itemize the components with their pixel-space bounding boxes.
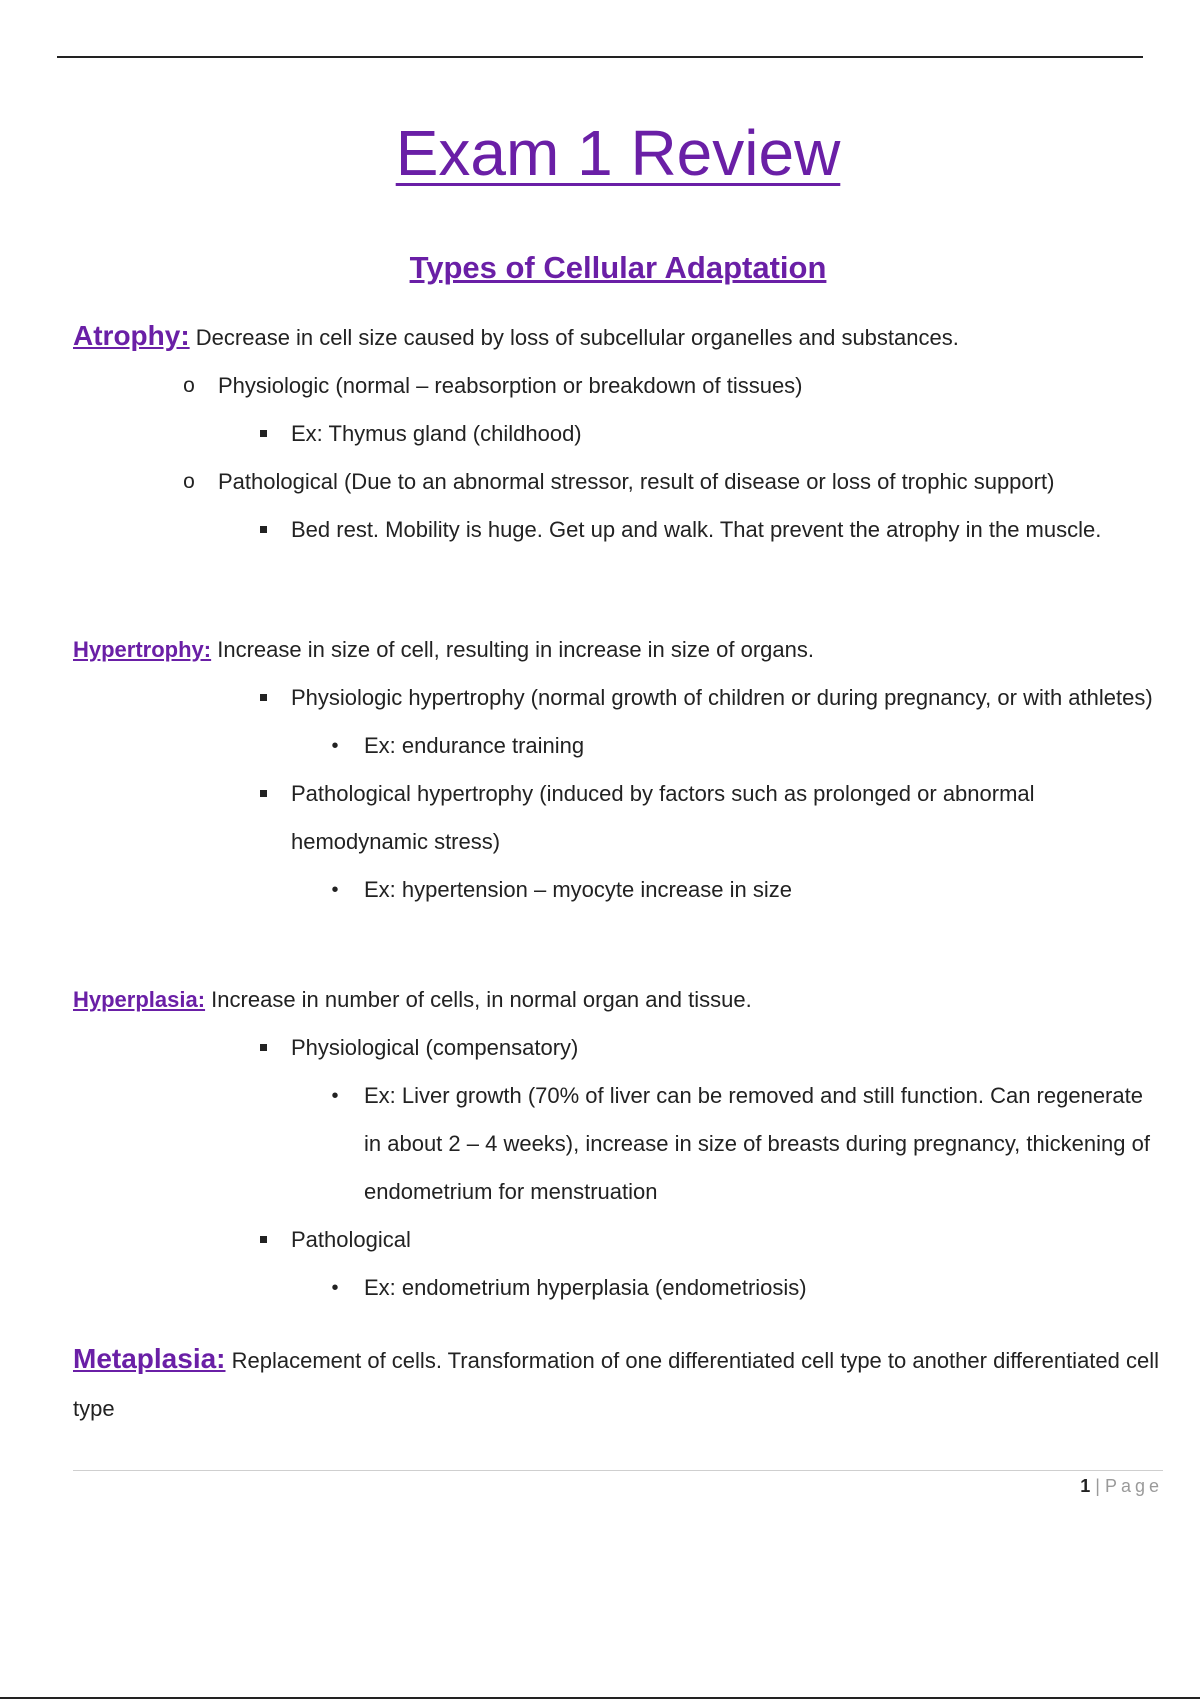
- bottom-rule: [0, 1697, 1200, 1699]
- list-item-text: Ex: Liver growth (70% of liver can be removed and still function. Can regenerate in about 2 – 4 weeks), increase in size of breasts during pregnancy, thickening of endometrium for menstruation: [364, 1083, 1150, 1204]
- dot-bullet-icon: •: [331, 879, 339, 901]
- atrophy-section: [73, 312, 1163, 554]
- square-bullet-icon: [253, 410, 273, 458]
- footer-separator: |: [1090, 1476, 1105, 1496]
- list-item: [73, 410, 1163, 458]
- list-item: [73, 1024, 1163, 1072]
- list-item-text: Physiologic hypertrophy (normal growth of children or during pregnancy, or with athletes): [291, 685, 1153, 710]
- section-heading: Types of Cellular Adaptation: [409, 250, 827, 285]
- hyperplasia-text: Increase in number of cells, in normal organ and tissue.: [205, 987, 752, 1012]
- top-rule: [57, 56, 1143, 58]
- list-item: [73, 866, 1163, 914]
- circle-bullet-icon: o: [183, 374, 195, 397]
- hypertrophy-section: [73, 626, 1163, 914]
- page-number: 1: [1080, 1476, 1091, 1496]
- page-title: Exam 1 Review: [395, 117, 841, 189]
- square-bullet-icon: [253, 770, 273, 818]
- hypertrophy-text: Increase in size of cell, resulting in increase in size of organs.: [211, 637, 814, 662]
- metaplasia-text: Replacement of cells. Transformation of one differentiated cell type to another differentiated cell type: [73, 1348, 1160, 1421]
- atrophy-definition: [73, 312, 1163, 362]
- list-item: [73, 722, 1163, 770]
- list-item-text: Physiologic (normal – reabsorption or breakdown of tissues): [218, 373, 803, 398]
- list-item: [73, 362, 1163, 410]
- atrophy-term: Atrophy:: [73, 320, 190, 351]
- square-bullet-icon: [253, 1216, 273, 1264]
- list-item: [73, 1264, 1163, 1312]
- dot-bullet-icon: •: [331, 1085, 339, 1107]
- square-bullet-icon: [253, 1024, 273, 1072]
- square-bullet-icon: [253, 506, 273, 554]
- list-item: [73, 458, 1163, 506]
- list-item: [73, 1072, 1163, 1216]
- list-item: [73, 506, 1163, 554]
- atrophy-text: Decrease in cell size caused by loss of subcellular organelles and substances.: [189, 325, 959, 350]
- list-item-text: Ex: Thymus gland (childhood): [291, 421, 582, 446]
- list-item: [73, 1216, 1163, 1264]
- dot-bullet-icon: •: [331, 1277, 339, 1299]
- hyperplasia-term: Hyperplasia:: [73, 987, 206, 1012]
- hyperplasia-definition: [73, 976, 1163, 1024]
- list-item: [73, 674, 1163, 722]
- list-item-text: Pathological: [291, 1227, 411, 1252]
- metaplasia-definition: [73, 1335, 1163, 1433]
- square-bullet-icon: [253, 674, 273, 722]
- list-item-text: Bed rest. Mobility is huge. Get up and walk. That prevent the atrophy in the muscle.: [291, 517, 1102, 542]
- footer-divider: [73, 1470, 1163, 1471]
- circle-bullet-icon: o: [183, 470, 195, 493]
- hypertrophy-definition: [73, 626, 1163, 674]
- list-item-text: Ex: endurance training: [364, 733, 585, 758]
- metaplasia-term: Metaplasia:: [73, 1343, 226, 1374]
- list-item-text: Physiological (compensatory): [291, 1035, 579, 1060]
- hypertrophy-term: Hypertrophy:: [73, 637, 212, 662]
- list-item: [73, 770, 1163, 866]
- page-label: Page: [1104, 1476, 1163, 1496]
- dot-bullet-icon: •: [331, 735, 339, 757]
- hyperplasia-section: [73, 976, 1163, 1312]
- list-item-text: Pathological (Due to an abnormal stressor, result of disease or loss of trophic support): [218, 469, 1055, 494]
- list-item-text: Pathological hypertrophy (induced by factors such as prolonged or abnormal hemodynamic stress): [291, 781, 1035, 854]
- page-footer: [1080, 1472, 1163, 1500]
- list-item-text: Ex: endometrium hyperplasia (endometriosis): [364, 1275, 807, 1300]
- list-item-text: Ex: hypertension – myocyte increase in size: [364, 877, 792, 902]
- metaplasia-section: [73, 1335, 1163, 1433]
